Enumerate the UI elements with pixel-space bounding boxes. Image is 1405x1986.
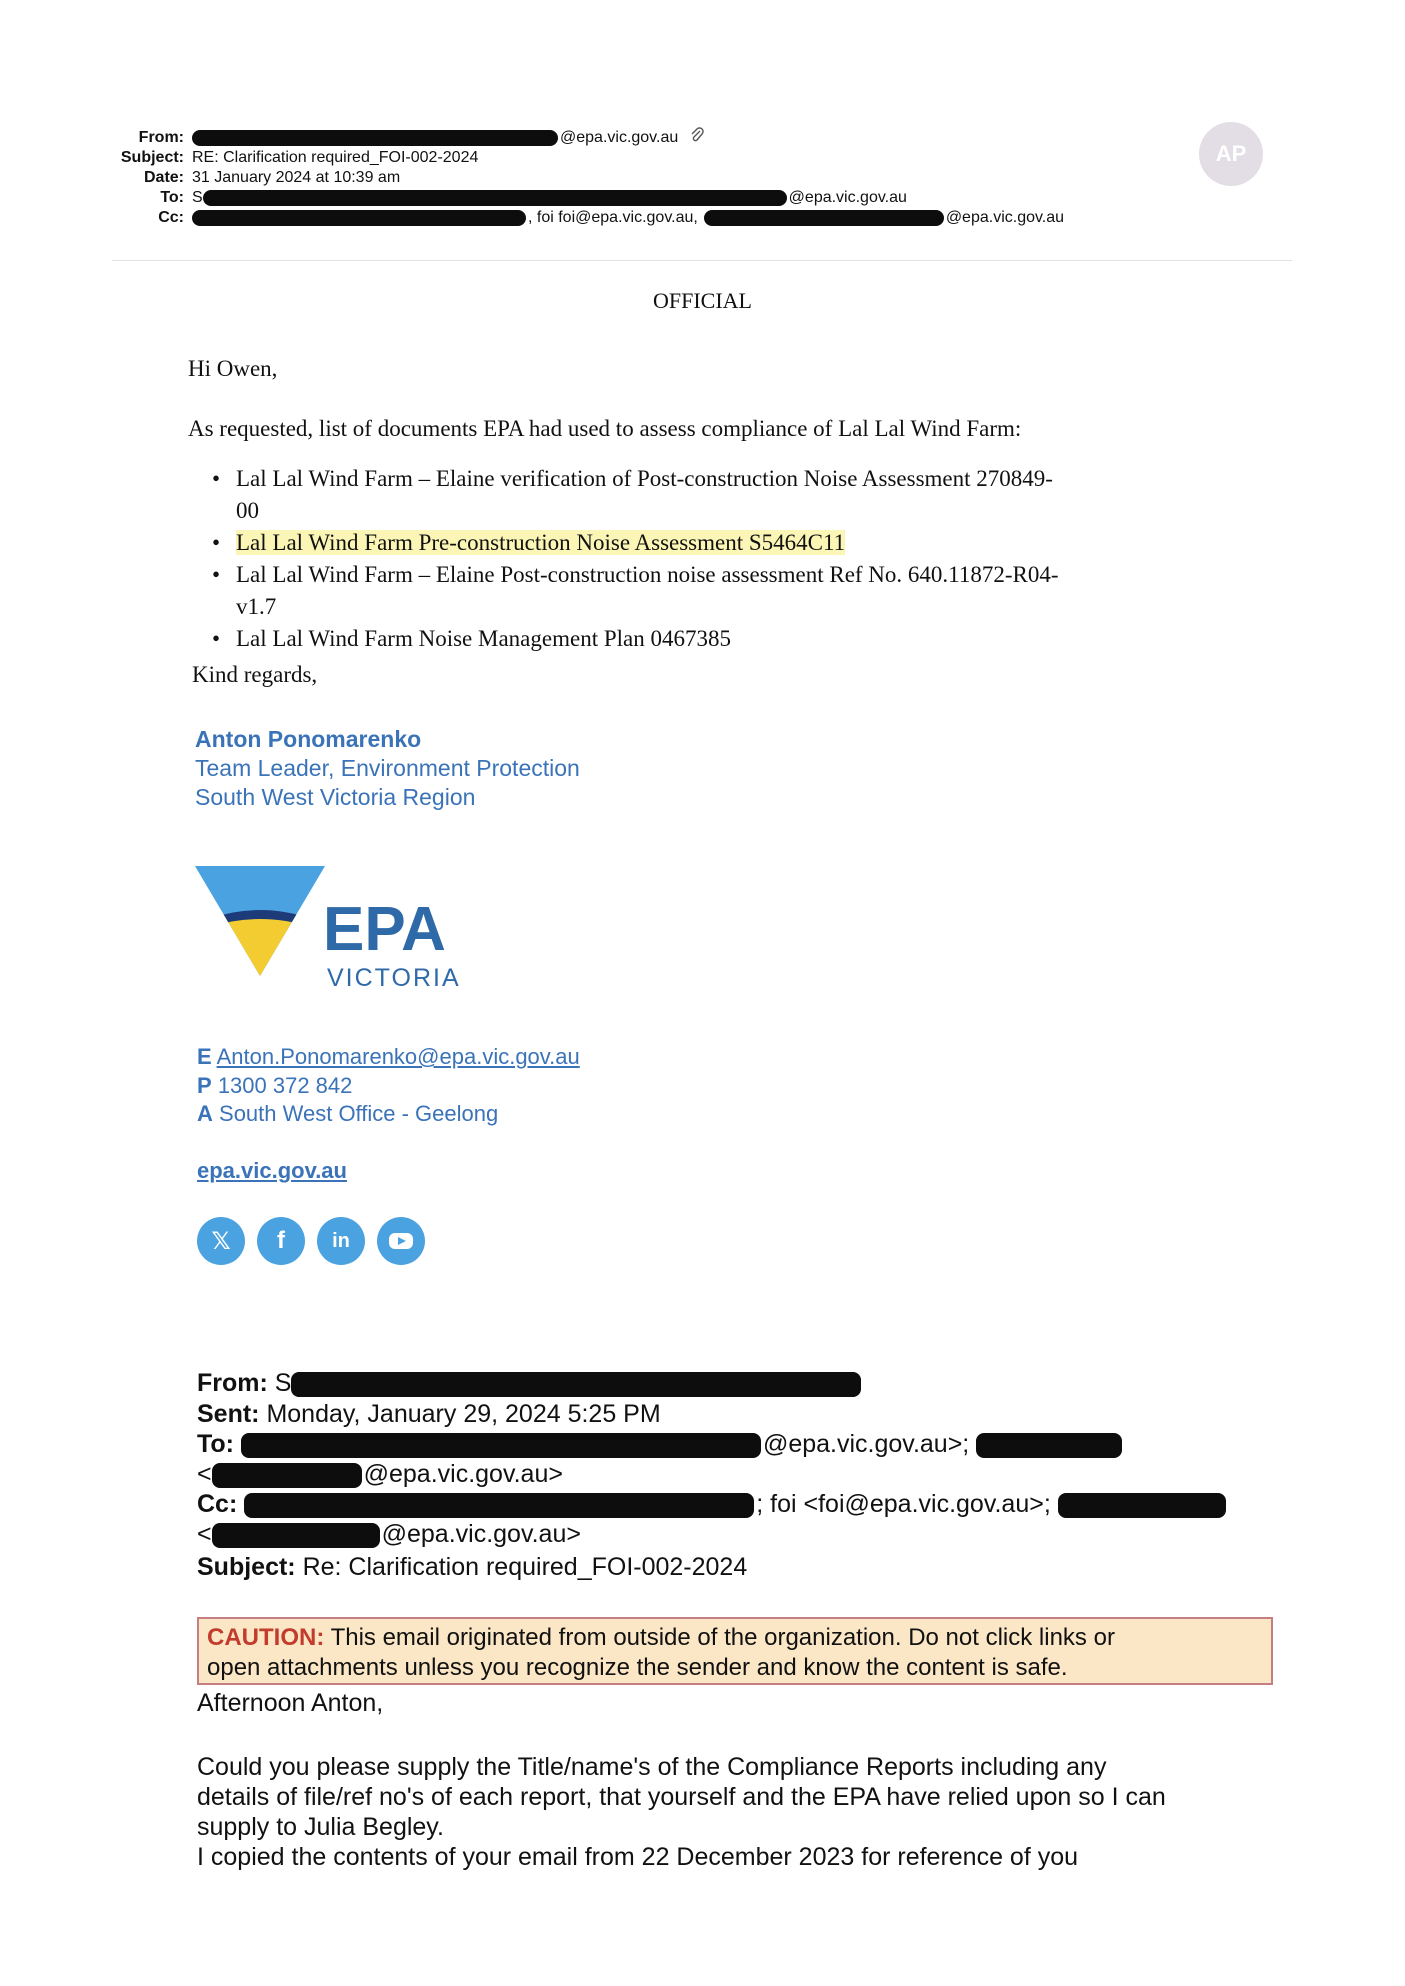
facebook-icon[interactable]: f: [257, 1217, 305, 1265]
doc-1-line2: 00: [236, 498, 259, 523]
quoted-from-label: From:: [197, 1369, 268, 1397]
logo-sub-text: VICTORIA: [327, 964, 461, 992]
redacted-block: [203, 190, 787, 206]
paperclip-icon: [690, 127, 704, 149]
redacted-block: [212, 1523, 380, 1548]
subject-label: Subject:: [120, 149, 184, 166]
quoted-subject-row: [197, 1552, 747, 1582]
redacted-block: [192, 210, 526, 226]
email-link[interactable]: Anton.Ponomarenko@epa.vic.gov.au: [216, 1044, 580, 1069]
quoted-para-2: details of file/ref no's of each report, that yourself and the EPA have relied upon so I can: [197, 1783, 1166, 1811]
email-header: [112, 128, 1064, 228]
signature-region: South West Victoria Region: [195, 784, 476, 810]
list-item: • Lal Lal Wind Farm – Elaine Post-construction noise assessment Ref No. 640.11872-R04- v1.7: [212, 562, 1059, 619]
to-value: @epa.vic.gov.au: [788, 189, 907, 206]
epa-logo: [195, 866, 495, 1001]
quoted-to-label: To:: [197, 1430, 235, 1458]
quoted-to-row: [197, 1429, 1124, 1459]
doc-4-line1: Lal Lal Wind Farm Noise Management Plan 0467385: [236, 626, 731, 651]
doc-2-highlighted: Lal Lal Wind Farm Pre-construction Noise Assessment S5464C11: [236, 530, 846, 555]
quoted-to-value-2: <: [197, 1460, 212, 1488]
redacted-block: [192, 130, 558, 146]
classification-label: OFFICIAL: [652, 288, 752, 313]
quoted-cc-value-2: <: [197, 1520, 212, 1548]
doc-3-line1: Lal Lal Wind Farm – Elaine Post-construction noise assessment Ref No. 640.11872-R04-: [236, 562, 1059, 587]
social-icons: [197, 1217, 425, 1265]
phone-value: 1300 372 842: [217, 1073, 353, 1098]
email-key: E: [197, 1044, 212, 1069]
signature-name: Anton Ponomarenko: [195, 726, 422, 752]
avatar: AP: [1199, 122, 1263, 186]
quoted-para-3: supply to Julia Begley.: [197, 1813, 444, 1841]
list-item: • Lal Lal Wind Farm Pre-construction Noise Assessment S5464C11: [212, 530, 846, 555]
list-item: • Lal Lal Wind Farm – Elaine verification of Post-construction Noise Assessment 270849- 00: [212, 466, 1053, 523]
greeting: Hi Owen,: [188, 356, 278, 381]
signature-role: Team Leader, Environment Protection: [195, 755, 580, 781]
quoted-cc-label: Cc:: [197, 1490, 238, 1518]
from-label: From:: [138, 129, 184, 146]
caution-text-1: This email originated from outside of the organization. Do not click links or: [330, 1624, 1115, 1651]
doc-1-line1: Lal Lal Wind Farm – Elaine verification of Post-construction Noise Assessment 270849-: [236, 466, 1053, 491]
doc-3-line2: v1.7: [236, 594, 277, 619]
caution-text-2: open attachments unless you recognize the sender and know the content is safe.: [207, 1654, 1068, 1681]
quoted-sent-row: [197, 1399, 661, 1429]
intro-text: As requested, list of documents EPA had used to assess compliance of Lal Lal Wind Farm:: [188, 416, 1022, 441]
quoted-to-row-2: [197, 1459, 563, 1489]
date-row: [112, 168, 1064, 188]
redacted-block: [241, 1433, 761, 1458]
subject-row: [112, 148, 1064, 168]
redacted-block: [212, 1463, 362, 1488]
from-value: @epa.vic.gov.au: [560, 129, 679, 146]
to-row: [112, 188, 1064, 208]
quoted-to-value-3: @epa.vic.gov.au>: [363, 1460, 563, 1488]
youtube-icon[interactable]: [377, 1217, 425, 1265]
logo-main-text: EPA: [323, 895, 446, 964]
quoted-para-1: Could you please supply the Title/name's of the Compliance Reports including any: [197, 1753, 1107, 1781]
cc-label: Cc:: [158, 209, 184, 226]
signoff: Kind regards,: [192, 662, 318, 687]
caution-banner: [197, 1617, 1273, 1685]
linkedin-icon[interactable]: in: [317, 1217, 365, 1265]
redacted-block: [291, 1372, 861, 1397]
website-link[interactable]: epa.vic.gov.au: [197, 1158, 347, 1183]
quoted-para-4: I copied the contents of your email from 22 December 2023 for reference of you: [197, 1843, 1079, 1871]
quoted-to-value: @epa.vic.gov.au>;: [762, 1430, 970, 1458]
header-divider: [112, 260, 1292, 261]
redacted-block: [244, 1493, 754, 1518]
quoted-from-prefix: S: [274, 1369, 292, 1397]
subject-value: RE: Clarification required_FOI-002-2024: [192, 149, 479, 166]
cc-end: @epa.vic.gov.au: [945, 209, 1065, 226]
quoted-cc-value-3: @epa.vic.gov.au>: [381, 1520, 581, 1548]
quoted-cc-row: [197, 1489, 1228, 1519]
contact-email-row: [197, 1044, 580, 1070]
address-value: South West Office - Geelong: [219, 1101, 499, 1126]
redacted-block: [704, 210, 944, 226]
quoted-sent-value: Monday, January 29, 2024 5:25 PM: [266, 1400, 661, 1428]
contact-address-row: [197, 1101, 498, 1127]
quoted-sent-label: Sent:: [197, 1400, 260, 1428]
redacted-block: [1058, 1493, 1226, 1518]
address-key: A: [197, 1101, 213, 1126]
caution-key: CAUTION:: [207, 1624, 325, 1651]
x-icon[interactable]: 𝕏: [197, 1217, 245, 1265]
redacted-block: [976, 1433, 1122, 1458]
date-label: Date:: [143, 169, 184, 186]
quoted-greeting: Afternoon Anton,: [197, 1689, 384, 1717]
to-prefix: S: [192, 189, 203, 206]
contact-phone-row: [197, 1073, 352, 1099]
quoted-cc-row-2: [197, 1519, 581, 1549]
quoted-subject-value: Re: Clarification required_FOI-002-2024: [302, 1553, 748, 1581]
from-row: [112, 128, 1064, 148]
quoted-from-row: [197, 1368, 863, 1398]
cc-mid: , foi foi@epa.vic.gov.au,: [528, 209, 698, 226]
list-item: • Lal Lal Wind Farm Noise Management Plan 0467385: [212, 626, 731, 651]
date-value: 31 January 2024 at 10:39 am: [192, 169, 401, 186]
to-label: To:: [160, 189, 184, 206]
document-list: [212, 463, 1266, 655]
quoted-subject-label: Subject:: [197, 1553, 296, 1581]
cc-row: [112, 208, 1064, 228]
quoted-cc-value: ; foi <foi@epa.vic.gov.au>;: [756, 1490, 1051, 1518]
phone-key: P: [197, 1073, 212, 1098]
